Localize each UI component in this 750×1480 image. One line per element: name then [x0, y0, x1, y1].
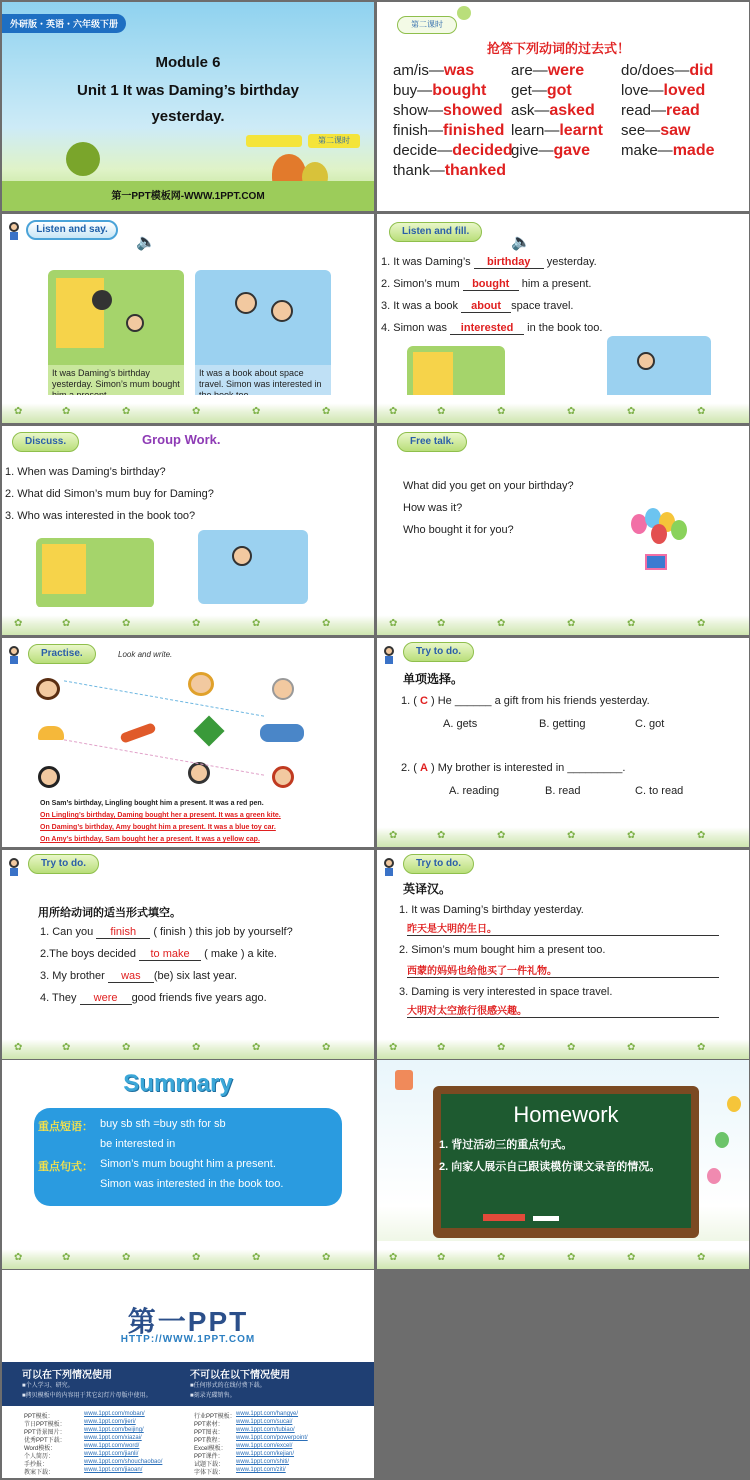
link-label: Excel模板：	[194, 1446, 227, 1452]
try-tag: Try to do.	[403, 854, 474, 874]
translation-1: 昨天是大明的生日。	[407, 920, 719, 936]
slide-choice[interactable]	[377, 638, 749, 847]
link-url[interactable]: www.1ppt.com/excel/	[236, 1443, 293, 1449]
flower-icon: ✿	[122, 618, 131, 629]
grass-border	[377, 1241, 749, 1269]
phrase-1: buy sb sth =buy sth for sb	[100, 1118, 226, 1130]
link-label: PPT素材：	[194, 1422, 224, 1428]
translation-2: 西蒙的妈妈也给他买了一件礼物。	[407, 962, 719, 978]
verb-pair	[393, 122, 504, 140]
item-1-prefix: 1. Can you	[40, 926, 94, 938]
verb-base: ask—	[511, 102, 550, 119]
sentence-3: On Daming’s birthday, Amy bought him a present. It was a blue toy car.	[40, 824, 276, 831]
item-2-answer: to make	[139, 948, 201, 961]
exercise-title: 单项选择。	[403, 672, 464, 686]
q2-option-a: A. reading	[449, 785, 500, 797]
q2-option-c: C. to read	[635, 785, 684, 797]
unit-title-line2: yesterday.	[151, 108, 225, 125]
balloons-icon	[631, 508, 691, 568]
slide-summary[interactable]	[2, 1060, 374, 1269]
sentence-2: 2. Simon’s mum bought him a present too.	[399, 944, 606, 956]
verb-past: did	[689, 62, 714, 79]
flower-icon: ✿	[437, 1252, 446, 1263]
question-1: 1. When was Daming’s birthday?	[5, 466, 166, 478]
flower-icon: ✿	[14, 1252, 23, 1263]
verb-pair	[393, 102, 503, 120]
flower-icon: ✿	[627, 1252, 636, 1263]
watermark: 第一PPT模板网-WWW.1PPT.COM	[111, 191, 265, 202]
caption-2: It was a book about space travel. Simon was interested in	[195, 365, 331, 404]
fence	[56, 278, 104, 348]
fill-3-suffix: space travel.	[511, 300, 574, 312]
flower-icon: ✿	[14, 406, 23, 417]
summary-title: Summary	[123, 1070, 233, 1097]
flower-icon: ✿	[252, 1252, 261, 1263]
unit-title: Unit 1 It was Daming’s birthday	[77, 82, 299, 99]
flower-icon: ✿	[322, 406, 331, 417]
homework-item-1: 1. 背过活动三的重点句式。	[439, 1139, 573, 1151]
verb-base: learn—	[511, 122, 560, 139]
flower-icon: ✿	[252, 1042, 261, 1053]
flower-icon: ✿	[627, 830, 636, 841]
verb-pair	[511, 62, 584, 80]
item-3-answer: was	[108, 970, 154, 983]
q1-text: ) He ______ a gift from his friends yesterday.	[430, 695, 650, 707]
slide-practise[interactable]	[2, 638, 374, 847]
daming-figure	[126, 314, 144, 332]
q1-answer: C	[419, 695, 428, 707]
link-label: Word模板：	[24, 1446, 57, 1452]
fill-2-suffix: him a present.	[521, 278, 592, 290]
lesson-label: 第二课时	[308, 134, 360, 148]
verb-pair	[621, 142, 714, 160]
verb-past: bought	[432, 82, 487, 99]
item-1-answer: finish	[96, 926, 150, 939]
picture-birthday	[36, 538, 154, 608]
slide-translate[interactable]	[377, 850, 749, 1059]
face	[272, 766, 294, 788]
flower-icon: ✿	[62, 618, 71, 629]
verb-pair	[511, 82, 572, 100]
flower-icon: ✿	[497, 1252, 506, 1263]
slide-credits[interactable]	[2, 1270, 374, 1478]
link-label: PPT教程：	[194, 1438, 224, 1444]
flower-icon: ✿	[437, 830, 446, 841]
flower-icon: ✿	[14, 1042, 23, 1053]
fill-1-prefix: 1. It was Daming’s	[381, 256, 471, 268]
verb-pair	[393, 162, 506, 180]
flower-icon: ✿	[697, 406, 706, 417]
q1-option-c: C. got	[635, 718, 665, 730]
flower-icon: ✿	[389, 406, 398, 417]
try-tag: Try to do.	[403, 642, 474, 662]
q2-option-b: B. read	[545, 785, 581, 797]
flower-icon: ✿	[14, 618, 23, 629]
face	[272, 678, 294, 700]
instruction: Look and write.	[118, 650, 173, 659]
verb-pair	[393, 142, 513, 160]
flower-icon: ✿	[567, 1252, 576, 1263]
caption-1: It was Daming’s birthday yesterday. Simon’s mum bought	[48, 365, 184, 404]
verb-base: are—	[511, 62, 548, 79]
question-3: Who bought it for you?	[403, 524, 514, 536]
verb-past: gave	[553, 142, 590, 159]
slide-homework[interactable]	[377, 1060, 749, 1269]
student-icon	[8, 222, 20, 240]
flower-icon: ✿	[192, 618, 201, 629]
cant-item-1: ■任何形式的在线付费下载。	[190, 1383, 266, 1389]
q1-num: 1. (	[401, 695, 417, 707]
sentence-1: On Sam’s birthday, Lingling bought him a present. It was a red pen.	[40, 800, 264, 807]
flower-icon: ✿	[389, 1252, 398, 1263]
practise-tag: Practise.	[28, 644, 96, 664]
module-title: Module 6	[155, 54, 221, 71]
fill-4-suffix: in the book too.	[527, 322, 603, 334]
flower-icon: ✿	[322, 1252, 331, 1263]
flower-icon: ✿	[627, 618, 636, 629]
verb-base: buy—	[393, 82, 433, 99]
flower-icon: ✿	[122, 1042, 131, 1053]
link-url[interactable]: www.1ppt.com/tubiao/	[236, 1427, 295, 1433]
link-label: 手抄报：	[24, 1462, 49, 1468]
verb-pair	[621, 122, 690, 140]
listen-say-tag: Listen and say.	[26, 220, 118, 240]
verb-past: were	[547, 62, 585, 79]
verb-past: saw	[660, 122, 691, 139]
slide-discuss[interactable]	[2, 426, 374, 635]
verb-past: was	[443, 62, 475, 79]
verb-pair	[511, 122, 603, 140]
link-url[interactable]: www.1ppt.com/shouchaobao/	[84, 1459, 163, 1465]
flower-icon: ✿	[497, 830, 506, 841]
flower-icon: ✿	[62, 1042, 71, 1053]
question-2: How was it?	[403, 502, 463, 514]
flower-icon: ✿	[192, 406, 201, 417]
flower-icon: ✿	[122, 1252, 131, 1263]
flower-icon: ✿	[322, 618, 331, 629]
balloon-icon	[727, 1096, 741, 1112]
daming-face	[38, 766, 60, 788]
chalk-icon	[483, 1214, 525, 1221]
lesson-label: 第二课时	[397, 16, 457, 34]
verb-base: make—	[621, 142, 673, 159]
verb-past: thanked	[444, 162, 507, 179]
try-tag: Try to do.	[28, 854, 99, 874]
item-4-suffix: good friends five years ago.	[131, 992, 267, 1004]
flower-icon: ✿	[497, 406, 506, 417]
verb-pair	[621, 82, 705, 100]
link-label: 优秀PPT下载：	[24, 1438, 66, 1444]
link-url[interactable]: www.1ppt.com/jieri/	[84, 1419, 136, 1425]
flower-icon: ✿	[697, 1252, 706, 1263]
sam-face	[36, 678, 60, 700]
fill-2-prefix: 2. Simon’s mum	[381, 278, 460, 290]
link-label: PPT图表：	[194, 1430, 224, 1436]
mum-figure	[92, 290, 112, 310]
link-label: 个人简历：	[24, 1454, 55, 1460]
flower-icon: ✿	[122, 406, 131, 417]
question-1: What did you get on your birthday?	[403, 480, 574, 492]
item-4-prefix: 4. They	[40, 992, 77, 1004]
flower-icon: ✿	[567, 406, 576, 417]
sentence-2: Simon was interested in the book too.	[100, 1178, 284, 1190]
link-url[interactable]: www.1ppt.com/ziti/	[236, 1467, 286, 1473]
group-work-title: Group Work.	[142, 432, 221, 447]
flower-icon: ✿	[497, 1042, 506, 1053]
q2-num: 2. (	[401, 762, 417, 774]
flower-icon: ✿	[697, 830, 706, 841]
flower-icon: ✿	[497, 618, 506, 629]
slide-title[interactable]	[2, 2, 374, 211]
speaker-icon[interactable]: 🔈	[136, 234, 156, 251]
link-url[interactable]: www.1ppt.com/word/	[84, 1443, 140, 1449]
link-url[interactable]: www.1ppt.com/sucai/	[236, 1419, 293, 1425]
q2-text: ) My brother is interested in _________.	[430, 762, 626, 774]
link-label: 字体下载：	[194, 1470, 225, 1476]
picture-book	[198, 530, 308, 604]
slide-listen-fill[interactable]	[377, 214, 749, 423]
link-url[interactable]: www.1ppt.com/jiaoan/	[84, 1467, 143, 1473]
match-lines	[64, 680, 264, 775]
exercise-title: 用所给动词的适当形式填空。	[38, 907, 181, 919]
grass-border	[377, 819, 749, 847]
grass-border	[2, 1241, 374, 1269]
link-label: PPT模板：	[24, 1414, 54, 1420]
sentence-2: On Lingling’s birthday, Daming bought her a present. It was a green kite.	[40, 812, 281, 819]
fill-3-prefix: 3. It was a book	[381, 300, 459, 312]
flower-icon: ✿	[389, 618, 398, 629]
can-item-1: ■个人学习、研究。	[22, 1383, 74, 1389]
q2-answer: A	[419, 762, 428, 774]
link-url[interactable]: www.1ppt.com/beijing/	[84, 1427, 144, 1433]
link-url[interactable]: www.1ppt.com/moban/	[84, 1411, 145, 1417]
flower-icon: ✿	[567, 618, 576, 629]
sentence-1: Simon’s mum bought him a present.	[100, 1158, 276, 1170]
sentence-4: On Amy’s birthday, Sam bought her a present. It was a yellow cap.	[40, 836, 260, 843]
link-url[interactable]: www.1ppt.com/hangye/	[236, 1411, 299, 1417]
link-label: PPT课件：	[194, 1454, 224, 1460]
flower-icon: ✿	[627, 1042, 636, 1053]
flower-icon: ✿	[252, 618, 261, 629]
can-title: 可以在下列情况使用	[22, 1370, 112, 1381]
flower-icon: ✿	[437, 406, 446, 417]
verb-past: showed	[443, 102, 503, 119]
grass-border	[2, 395, 374, 423]
item-2-prefix: 2.The boys decided	[40, 948, 137, 960]
exercise-title: 英译汉。	[403, 882, 452, 896]
verb-base: get—	[511, 82, 547, 99]
verb-past: made	[672, 142, 715, 159]
simon-figure	[235, 292, 257, 314]
sentence-1: 1. It was Daming’s birthday yesterday.	[399, 904, 584, 916]
flower-icon: ✿	[437, 1042, 446, 1053]
verb-pair	[511, 102, 595, 120]
amy-face	[188, 672, 214, 696]
leaf-icon	[457, 6, 471, 20]
flower-icon: ✿	[62, 406, 71, 417]
verb-base: see—	[621, 122, 661, 139]
verb-base: give—	[511, 142, 554, 159]
verb-pair	[621, 62, 713, 80]
phrase-label: 重点短语：	[38, 1121, 93, 1133]
verb-pair	[393, 82, 486, 100]
cant-item-2: ■刻录光碟销售。	[190, 1393, 236, 1399]
flower-icon: ✿	[567, 1042, 576, 1053]
link-label: 试题下载：	[194, 1462, 225, 1468]
yellow-bar	[246, 135, 302, 147]
item-4-answer: were	[80, 992, 132, 1005]
link-url[interactable]: www.1ppt.com/jianli/	[84, 1451, 139, 1457]
verb-base: decide—	[393, 142, 453, 159]
sentence-3: 3. Daming is very interested in space travel.	[399, 986, 613, 998]
student-icon	[8, 858, 20, 876]
student-icon	[383, 646, 395, 664]
link-label: 节日PPT模板：	[24, 1422, 66, 1428]
cant-title: 不可以在以下情况使用	[190, 1370, 290, 1381]
verb-base: love—	[621, 82, 664, 99]
verb-past: finished	[443, 122, 505, 139]
link-label: 行业PPT模板：	[194, 1414, 236, 1420]
fill-1-answer: birthday	[474, 256, 544, 269]
q1-option-b: B. getting	[539, 718, 586, 730]
slide-title: 抢答下列动词的过去式！	[487, 41, 631, 56]
fill-1-suffix: yesterday.	[546, 256, 597, 268]
flower-icon: ✿	[62, 1252, 71, 1263]
item-3-prefix: 3. My brother	[40, 970, 105, 982]
link-url[interactable]: www.1ppt.com/kejian/	[236, 1451, 295, 1457]
balloon-icon	[715, 1132, 729, 1148]
verb-pair	[621, 102, 700, 120]
speaker-icon[interactable]: 🔈	[511, 234, 531, 251]
fill-4-answer: interested	[450, 322, 524, 335]
chalk-icon	[533, 1216, 559, 1221]
verb-past: decided	[452, 142, 513, 159]
question-3: 3. Who was interested in the book too?	[5, 510, 196, 522]
fill-4-prefix: 4. Simon was	[381, 322, 448, 334]
verb-base: show—	[393, 102, 444, 119]
tree-icon	[66, 142, 100, 176]
flower-icon: ✿	[192, 1042, 201, 1053]
balloon-icon	[707, 1168, 721, 1184]
verb-past: got	[546, 82, 572, 99]
verb-past: learnt	[559, 122, 603, 139]
verb-pair	[393, 62, 474, 80]
summary-box	[34, 1108, 342, 1206]
free-talk-tag: Free talk.	[397, 432, 467, 452]
link-label: 教案下载：	[24, 1470, 55, 1476]
picture-birthday	[48, 270, 184, 404]
flower-icon: ✿	[567, 830, 576, 841]
student-icon	[8, 646, 20, 664]
verb-base: do/does—	[621, 62, 690, 79]
q1-option-a: A. gets	[443, 718, 478, 730]
listen-fill-tag: Listen and fill.	[389, 222, 482, 242]
grass-border	[2, 1031, 374, 1059]
site-logo: 第一PPT	[127, 1306, 249, 1337]
homework-title: Homework	[513, 1102, 619, 1127]
fill-3-answer: about	[461, 300, 511, 313]
slide-fill-verbs[interactable]	[2, 850, 374, 1059]
grass-border	[377, 395, 749, 423]
verb-past: asked	[549, 102, 595, 119]
flower-icon: ✿	[389, 830, 398, 841]
flower-icon: ✿	[697, 618, 706, 629]
usage-panel	[2, 1362, 374, 1406]
fill-2-answer: bought	[463, 278, 519, 291]
flower-icon: ✿	[192, 1252, 201, 1263]
verb-past: loved	[663, 82, 706, 99]
sentence-label: 重点句式：	[38, 1161, 93, 1173]
toy-car-icon	[260, 724, 304, 742]
homework-item-2: 2. 向家人展示自己跟读模仿课文录音的情况。	[439, 1161, 661, 1173]
discuss-tag: Discuss.	[12, 432, 79, 452]
can-item-2: ■拷贝模板中的内容用于其它幻灯片母版中使用。	[22, 1393, 152, 1399]
daming-figure	[271, 300, 293, 322]
verb-pair	[511, 142, 590, 160]
site-url[interactable]: HTTP://WWW.1PPT.COM	[120, 1334, 256, 1345]
student-icon	[383, 858, 395, 876]
flower-icon: ✿	[437, 618, 446, 629]
verb-base: finish—	[393, 122, 444, 139]
link-label: PPT背景图片：	[24, 1430, 66, 1436]
flower-icon: ✿	[697, 1042, 706, 1053]
verb-base: thank—	[393, 162, 445, 179]
item-1-suffix: ( finish ) this job by yourself?	[153, 926, 293, 938]
grass-border	[377, 1031, 749, 1059]
item-3-suffix: (be) six last year.	[153, 970, 238, 982]
phrase-2: be interested in	[100, 1138, 176, 1150]
picture-book	[607, 336, 711, 402]
book-icon	[395, 1070, 413, 1090]
flower-icon: ✿	[627, 406, 636, 417]
verb-base: am/is—	[393, 62, 444, 79]
translation-3: 大明对太空旅行很感兴趣。	[407, 1002, 719, 1018]
textbook-badge: 外研版・英语・六年级下册	[2, 14, 126, 33]
flower-icon: ✿	[389, 1042, 398, 1053]
slide-free-talk[interactable]	[377, 426, 749, 635]
item-2-suffix: ( make ) a kite.	[204, 948, 277, 960]
grass-border	[2, 607, 374, 635]
cap-icon	[38, 726, 64, 740]
link-url[interactable]: www.1ppt.com/powerpoint/	[236, 1435, 308, 1441]
grass-border	[377, 607, 749, 635]
link-url[interactable]: www.1ppt.com/shiti/	[236, 1459, 290, 1465]
verb-base: read—	[621, 102, 667, 119]
flower-icon: ✿	[252, 406, 261, 417]
verb-past: read	[666, 102, 700, 119]
question-2: 2. What did Simon’s mum buy for Daming?	[5, 488, 214, 500]
picture-book	[195, 270, 331, 404]
slide-past-tense[interactable]	[377, 2, 749, 211]
slide-listen-say[interactable]	[2, 214, 374, 423]
flower-icon: ✿	[322, 1042, 331, 1053]
link-url[interactable]: www.1ppt.com/xiazai/	[84, 1435, 142, 1441]
